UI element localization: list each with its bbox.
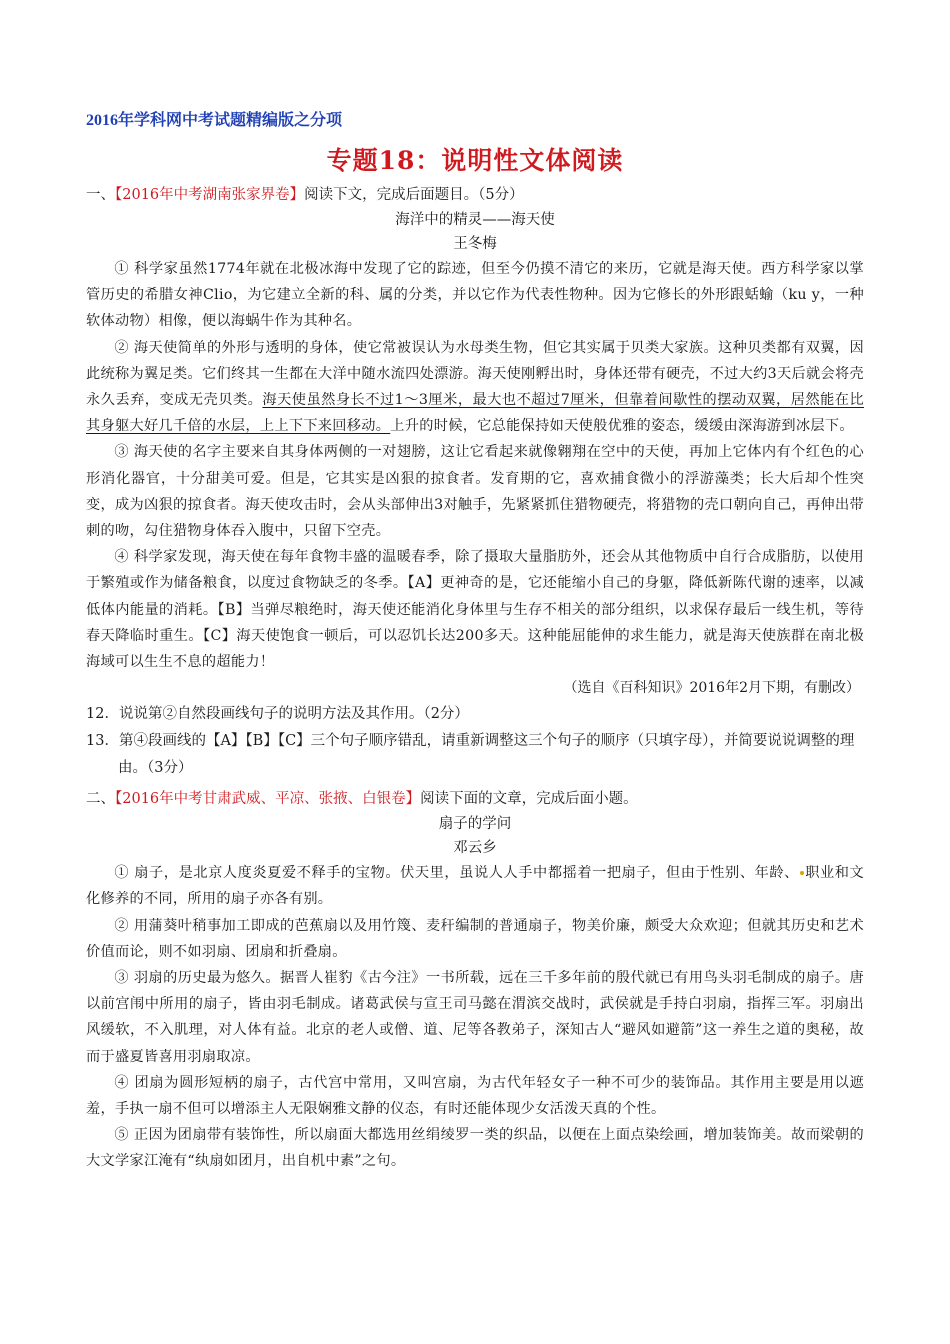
article-2-paragraph-5: ⑤ 正因为团扇带有装饰性，所以扇面大都选用丝绢绫罗一类的织品，以便在上面点染绘画，增加装饰美。故而梁朝的大文学家江淹有“纨扇如团月，出自机中素”之句。 (86, 1127, 864, 1170)
section-1-heading (86, 182, 864, 208)
article-2-paragraph-4: ④ 团扇为圆形短柄的扇子，古代宫中常用，又叫宫扇，为古代年轻女子一种不可少的装饰品。其作用主要是用以遮羞，手执一扇不但可以增添主人无限娴雅文静的仪态，有时还能体现少女活泼天真的个性。 (86, 1074, 864, 1118)
question-13: 13．第④段画线的【A】【B】【C】三个句子顺序错乱，请重新调整这三个句子的顺序（只填字母），并简要说说调整的理由。（3分） (86, 733, 855, 777)
section-2-instruction: 阅读下面的文章，完成后面小题。 (420, 791, 638, 808)
paragraph-2-text-after: 上升的时候，它总能保持如天使般优雅的姿态，缓缓由深海游到冰层下。 (390, 418, 854, 435)
section-2-prefix: 二、 (86, 791, 115, 808)
document-page (86, 110, 864, 1175)
article-2-title: 扇子的学问 (438, 816, 512, 833)
paragraph-2-text-before: ② 海天使简单的外形与透明的身体，使它常被误认为水母类生物，但它其实属于贝类大家族。这种贝类都有双翼，因此统称为翼足类。它们终其一生都在大洋中随水流四处漂游。海天使刚孵出时，身体还带有硬壳，不过大约3天后就会将壳永久丢弃，变成无壳贝类。 (86, 339, 864, 409)
section-2-heading (86, 786, 864, 812)
paragraph-1-text-a: ① 扇子，是北京人度炎夏爱不释手的宝物。伏天里，虽说人人手中都摇着一把扇子，但由于性别、年龄、 (114, 865, 799, 882)
article-1-citation: （选自《百科知识》2016年2月下期，有删改） (563, 680, 860, 697)
section-1-instruction: 阅读下文，完成后面题目。（5分） (304, 187, 524, 203)
article-2-paragraph-3: ③ 羽扇的历史最为悠久。据晋人崔豹《古今注》一书所载，远在三千多年前的殷代就已有用鸟头羽毛制成的扇子。唐以前宫闱中所用的扇子，皆由羽毛制成。诸葛武侯与宣王司马懿在渭滨交战时，武侯就是手持白羽扇，指挥三军。羽扇出风缓软，不入肌理，对人体有益。北京的老人或僧、道、尼等各教弟子，深知古人“避风如避箭”这一养生之道的奥秘，故而于盛夏皆喜用羽扇取凉。 (86, 970, 864, 1065)
section-1-prefix: 一、 (86, 187, 115, 203)
article-1-title: 海洋中的精灵——海天使 (395, 212, 555, 228)
article-1-paragraph-4: ④ 科学家发现，海天使在每年食物丰盛的温暖春季，除了摄取大量脂肪外，还会从其他物质中自行合成脂肪，以使用于繁殖或作为储备粮食，以度过食物缺乏的冬季。【A】更神奇的是，它还能缩小自己的身躯，降低新陈代谢的速率，以减低体内能量的消耗。【B】当弹尽粮绝时，海天使还能消化身体里与生存不相关的部分组织，以求保存最后一线生机，等待春天降临时重生。【C】海天使饱食一顿后，可以忍饥长达200多天。这种能屈能伸的求生能力，就是海天使族群在南北极海域可以生生不息的超能力！ (86, 549, 864, 671)
page-title: 专题18：说明性文体阅读 (326, 146, 624, 175)
series-header: 2016年学科网中考试题精编版之分项 (86, 112, 343, 129)
article-1-author: 王冬梅 (453, 236, 497, 252)
section-2-source: 【2016年中考甘肃武威、平凉、张掖、白银卷】 (115, 791, 421, 808)
article-1-paragraph-2 (86, 335, 864, 440)
underlined-sentence: 海天使虽然身长不过1～3厘米，最大也不超过7厘米，但靠着间歇性的摆动双翼，居然能在比其身躯大好几千倍的水层，上上下下来回移动。 (86, 392, 864, 435)
article-2-author: 邓云乡 (453, 840, 497, 857)
article-2-paragraph-2: ② 用蒲葵叶稍事加工即成的芭蕉扇以及用竹篾、麦秆编制的普通扇子，物美价廉，颇受大众欢迎；但就其历史和艺术价值而论，则不如羽扇、团扇和折叠扇。 (86, 917, 864, 960)
paragraph-1-text-b: 职业和文化修养的不同，所用的扇子亦各有别。 (86, 865, 864, 908)
dot-mark-icon (800, 871, 804, 875)
section-1-source: 【2016年中考湖南张家界卷】 (115, 187, 305, 203)
article-1-paragraph-3: ③ 海天使的名字主要来自其身体两侧的一对翅膀，这让它看起来就像翱翔在空中的天使，再加上它体内有个红色的心形消化器官，十分甜美可爱。但是，它其实是凶狠的掠食者。发育期的它，喜欢捕食微小的浮游藻类；长大后却个性突变，成为凶狠的掠食者。海天使攻击时，会从头部伸出3对触手，先紧紧抓住猎物硬壳，将猎物的壳口朝向自己，再伸出带刺的吻，勾住猎物身体吞入腹中，只留下空壳。 (86, 444, 864, 540)
article-2-paragraph-1 (86, 860, 864, 912)
question-12: 12．说说第②自然段画线句子的说明方法及其作用。（2分） (86, 706, 469, 723)
article-1-paragraph-1: ① 科学家虽然1774年就在北极冰海中发现了它的踪迹，但至今仍摸不清它的来历，它就是海天使。西方科学家以掌管历史的希腊女神Clio，为它建立全新的科、属的分类，并以它作为代表性物种。因为它修长的外形跟蛞蝓（ku y，一种软体动物）相像，便以海蜗牛作为其种名。 (86, 261, 864, 330)
